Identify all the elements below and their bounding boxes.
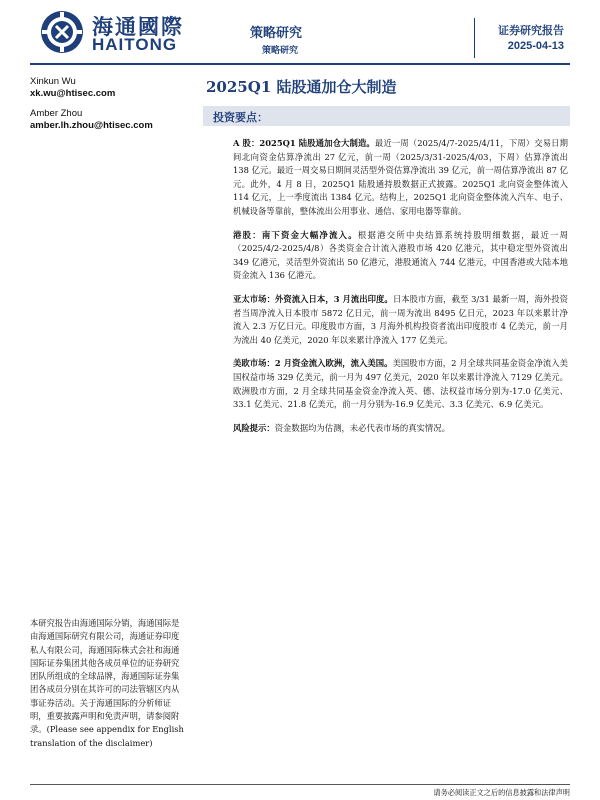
haitong-logo <box>40 10 200 54</box>
paragraph-lead: A 股：2025Q1 陆股通加仓大制造。 <box>233 138 375 148</box>
paragraph-text: 根据港交所中央结算系统持股明细数据，最近一周（2025/4/2-2025/4/8）各类资金合计流入港股市场 420 亿港元，其中稳定型外资流出 349 亿港元，灵活型外资流出 50 亿港元，港股通流入 744 亿港元，中国香港或大陆本地资金流入 136 亿港元。 <box>233 229 569 281</box>
paragraph-text: 最近一周（2025/4/7-2025/4/11，下周）交易日期间北向资金估算净流出 27 亿元，前一周（2025/3/31-2025/4/03，下周）估算净流出 138 亿元。最近一周交易日期间灵活型外资估算净流出 39 亿元，前一周估算净流出 87 亿元。此外，4 月 8 日，2025Q1 陆股通持股数据正式披露。2025Q1 北向资金整体流入 114 亿元，上一季度流出 1384 亿元。结构上，2025Q1 北向资金整体流入汽车、电子、机械设备等靠前，整体流出公用事业、通信、家用电器等靠前。 <box>233 138 568 216</box>
footer-notice: 请务必阅读正文之后的信息披露和法律声明 <box>433 788 570 797</box>
logo-chinese-text: 海通國際 <box>92 15 184 39</box>
author-name: Amber Zhou <box>30 108 83 119</box>
key-points-label: 投资要点： <box>213 111 268 124</box>
paragraph-text: 美国股市方面，2 月全球共同基金资金净流入美国权益市场 329 亿美元，前一月为 497 亿美元，2020 年以来累计净流入 7129 亿美元。欧洲股市方面，2 月全球共同基金资金净流入英、德、法权益市场分别为-17.0 亿美元、33.1 亿美元、21.8 亿美元，前一月分别为-16.9 亿美元、3.3 亿美元、6.9 亿美元。 <box>233 358 568 410</box>
report-title: 2025Q1 陆股通加仓大制造 <box>206 78 397 96</box>
paragraph-lead: 风险提示： <box>233 422 275 433</box>
report-category: 策略研究 <box>250 26 303 41</box>
key-points-body <box>233 137 568 445</box>
footer-rule <box>30 784 570 785</box>
paragraph-lead: 港股：南下资金大幅净流入。 <box>233 229 358 240</box>
paragraph-lead: 亚太市场：外资流入日本，3 月流出印度。 <box>233 293 393 304</box>
author-email: amber.lh.zhou@htisec.com <box>30 120 153 131</box>
paragraph-a-shares <box>233 137 568 219</box>
paragraph-us-europe <box>233 357 568 411</box>
paragraph-text: 资金数据均为估测，未必代表市场的真实情况。 <box>274 422 450 433</box>
header-divider <box>474 18 475 58</box>
author-block <box>30 108 200 132</box>
header-rule <box>30 63 570 65</box>
haitong-logo-icon <box>40 10 84 54</box>
author-block <box>30 76 200 100</box>
paragraph-text: 日本股市方面，截至 3/31 最新一周，海外投资者当周净流入日本股市 5872 亿日元，前一周为流出 8495 亿日元，2023 年以来累计净流入 2.3 万亿日元。印度股市方面，3 月海外机构投资者流出印度股市 4 亿美元，前一月为流出 40 亿美元，2020 年以来累计净流入 177 亿美元。 <box>233 293 568 345</box>
report-type: 证券研究报告 <box>498 24 564 37</box>
author-email: xk.wu@htisec.com <box>30 88 116 99</box>
paragraph-hk-shares <box>233 229 568 283</box>
author-list <box>30 76 200 140</box>
author-name: Xinkun Wu <box>30 76 76 87</box>
report-date: 2025-04-13 <box>507 40 564 52</box>
report-header <box>0 0 600 64</box>
paragraph-asia-pacific <box>233 293 568 347</box>
paragraph-lead: 美欧市场：2 月资金流入欧洲，流入美国。 <box>233 358 393 369</box>
disclaimer: 本研究报告由海通国际分销，海通国际是由海通国际研究有限公司，海通证券印度私人有限公司，海通国际株式会社和海通国际证券集团其他各成员单位的证券研究团队所组成的全球品牌，海通国际证券集团各成员分别在其许可的司法管辖区内从事证券活动。关于海通国际的分析师证明，重要披露声明和免责声明，请参阅附录。(Please see appendix for English translation of the disclaimer) <box>30 618 184 748</box>
logo-english-text: HAITONG <box>92 35 178 54</box>
paragraph-risk <box>233 422 568 436</box>
report-category-small: 策略研究 <box>262 46 299 56</box>
key-points-header <box>203 106 570 126</box>
